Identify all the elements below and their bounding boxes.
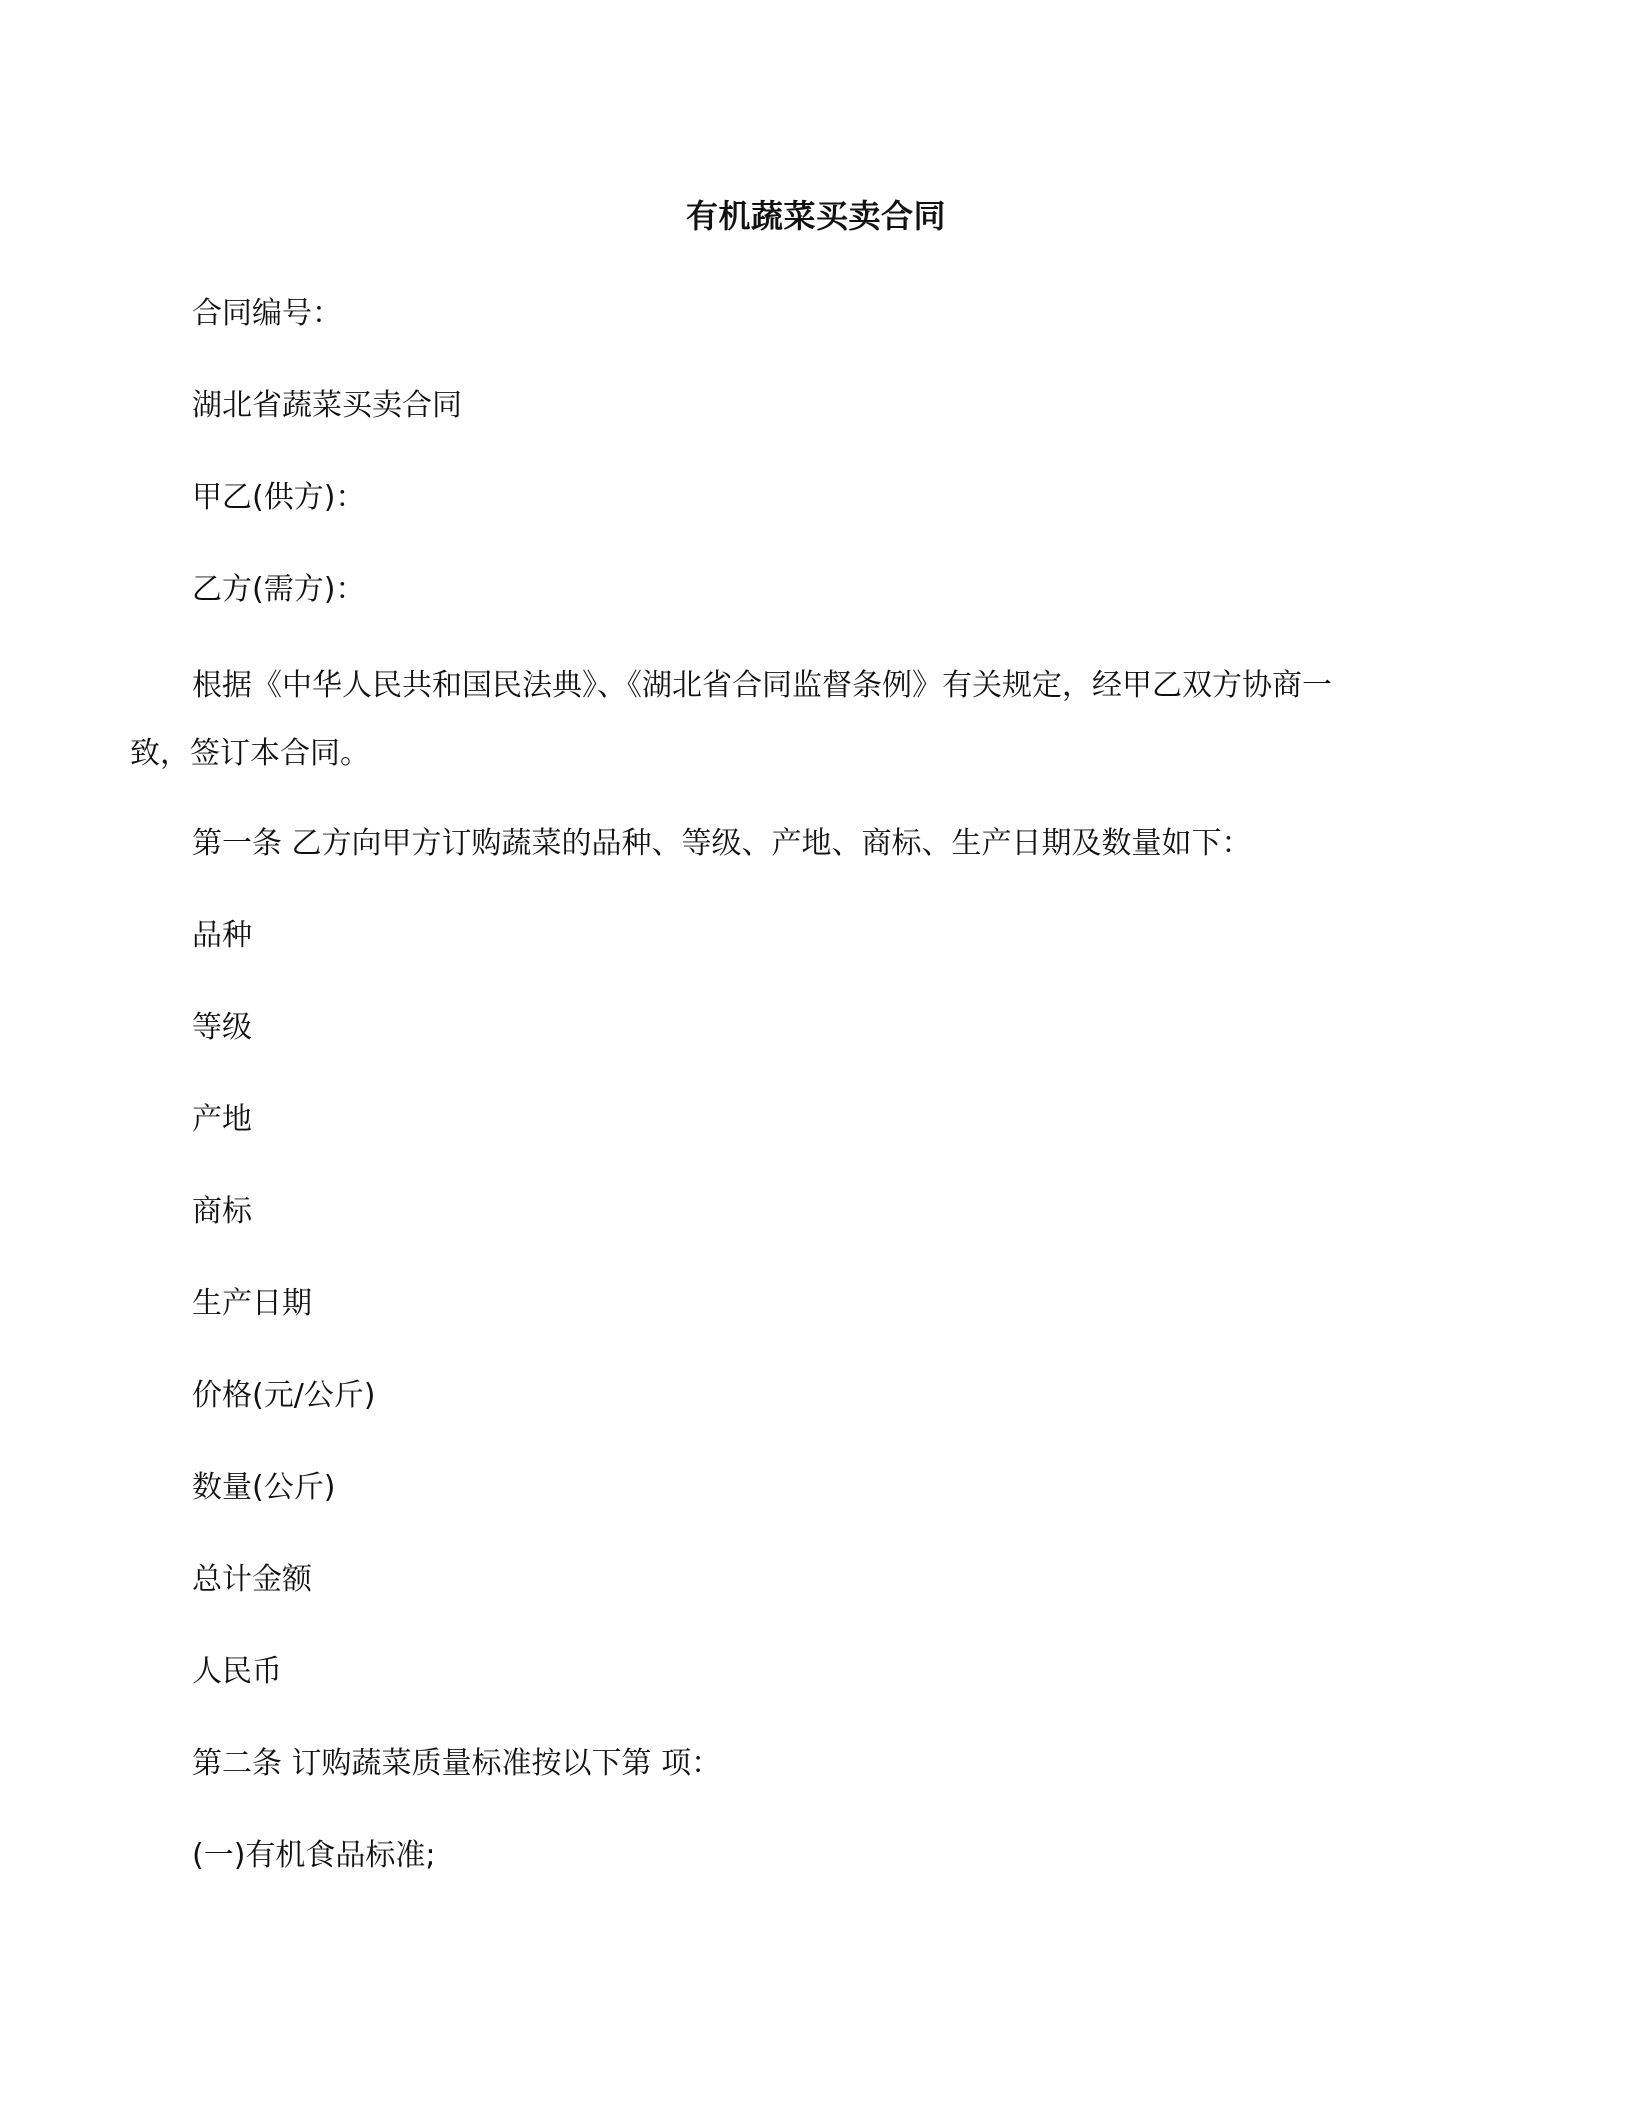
document-title: 有机蔬菜买卖合同 bbox=[685, 197, 946, 235]
field-grade: 等级 bbox=[192, 1010, 252, 1045]
party-b-line: 乙方(需方)： bbox=[192, 572, 366, 607]
field-total-amount: 总计金额 bbox=[192, 1562, 312, 1597]
quality-option-one: (一)有机食品标准; bbox=[192, 1838, 436, 1873]
field-production-date: 生产日期 bbox=[192, 1286, 312, 1321]
field-rmb: 人民币 bbox=[192, 1654, 282, 1689]
preamble-text: 根据《中华人民共和国民法典》、《湖北省合同监督条例》有关规定，经甲乙双方协商一致，签订本合同。 bbox=[130, 668, 1332, 771]
field-quantity: 数量(公斤) bbox=[192, 1470, 336, 1505]
article-two-line: 第二条 订购蔬菜质量标准按以下第 项： bbox=[192, 1746, 722, 1781]
field-origin: 产地 bbox=[192, 1102, 252, 1137]
preamble-paragraph bbox=[130, 652, 1412, 788]
contract-number-line: 合同编号： bbox=[192, 296, 342, 331]
field-price: 价格(元/公斤) bbox=[192, 1378, 376, 1413]
contract-name-line: 湖北省蔬菜买卖合同 bbox=[192, 388, 462, 423]
article-one-line: 第一条 乙方向甲方订购蔬菜的品种、等级、产地、商标、生产日期及数量如下： bbox=[192, 826, 1252, 861]
field-trademark: 商标 bbox=[192, 1194, 252, 1229]
party-a-line: 甲乙(供方)： bbox=[192, 480, 366, 515]
field-variety: 品种 bbox=[192, 918, 252, 953]
